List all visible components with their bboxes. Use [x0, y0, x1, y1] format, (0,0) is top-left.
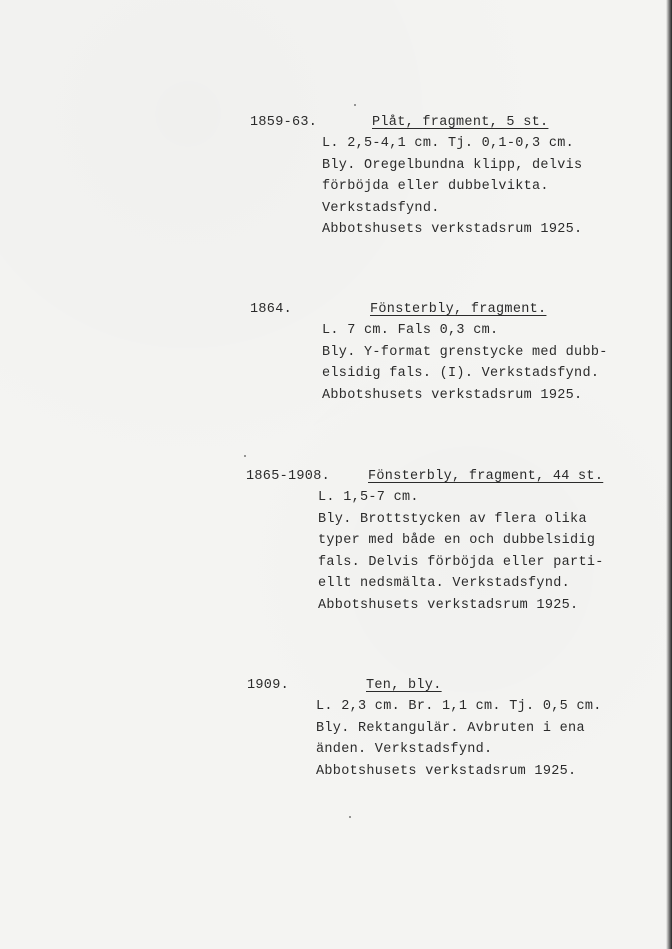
entry-line: typer med både en och dubbelsidig	[318, 533, 596, 548]
entry-line: Abbotshusets verkstadsrum 1925.	[322, 387, 583, 403]
entry-line: Bly. Y-format grenstycke med dubb-	[322, 344, 608, 360]
entry-line: ellt nedsmälta. Verkstadsfynd.	[318, 576, 571, 591]
entry-line: L. 1,5-7 cm.	[318, 490, 419, 505]
entry-number: 1859-63.	[250, 115, 318, 130]
entry-line: fals. Delvis förböjda eller parti-	[318, 554, 604, 570]
scan-speck	[244, 455, 246, 457]
entry-line: Abbotshusets verkstadsrum 1925.	[316, 763, 577, 779]
entry-line: Bly. Oregelbundna klipp, delvis	[322, 157, 583, 173]
entry-description	[316, 696, 616, 782]
entry-line: L. 2,5-4,1 cm. Tj. 0,1-0,3 cm.	[322, 136, 575, 151]
entry-title: Fönsterbly, fragment, 44 st.	[368, 469, 604, 484]
entry-description	[318, 487, 618, 616]
entry-number: 1864.	[250, 302, 293, 317]
entry-line: Abbotshusets verkstadsrum 1925.	[322, 222, 583, 237]
entry-line: Verkstadsfynd.	[322, 200, 440, 216]
entry-line: elsidig fals. (I). Verkstadsfynd.	[322, 366, 600, 381]
entry-title: Plåt, fragment, 5 st.	[372, 115, 549, 130]
entry-description	[322, 133, 622, 241]
scan-speck	[354, 104, 356, 106]
entry-line: Bly. Rektangulär. Avbruten i ena	[316, 720, 585, 736]
entry-line: förböjda eller dubbelvikta.	[322, 179, 549, 194]
scan-speck	[349, 816, 351, 818]
entry-line: L. 2,3 cm. Br. 1,1 cm. Tj. 0,5 cm.	[316, 699, 602, 714]
entry-number: 1909.	[247, 678, 290, 693]
entry-line: änden. Verkstadsfynd.	[316, 742, 493, 757]
entry-title: Fönsterbly, fragment.	[370, 302, 547, 317]
entry-line: Bly. Brottstycken av flera olika	[318, 511, 587, 527]
entry-line: Abbotshusets verkstadsrum 1925.	[318, 597, 579, 613]
entry-line: L. 7 cm. Fals 0,3 cm.	[322, 323, 499, 338]
scan-edge-shadow	[666, 0, 672, 949]
entry-number: 1865-1908.	[246, 469, 331, 484]
entry-description	[322, 320, 622, 406]
entry-title: Ten, bly.	[366, 678, 442, 693]
